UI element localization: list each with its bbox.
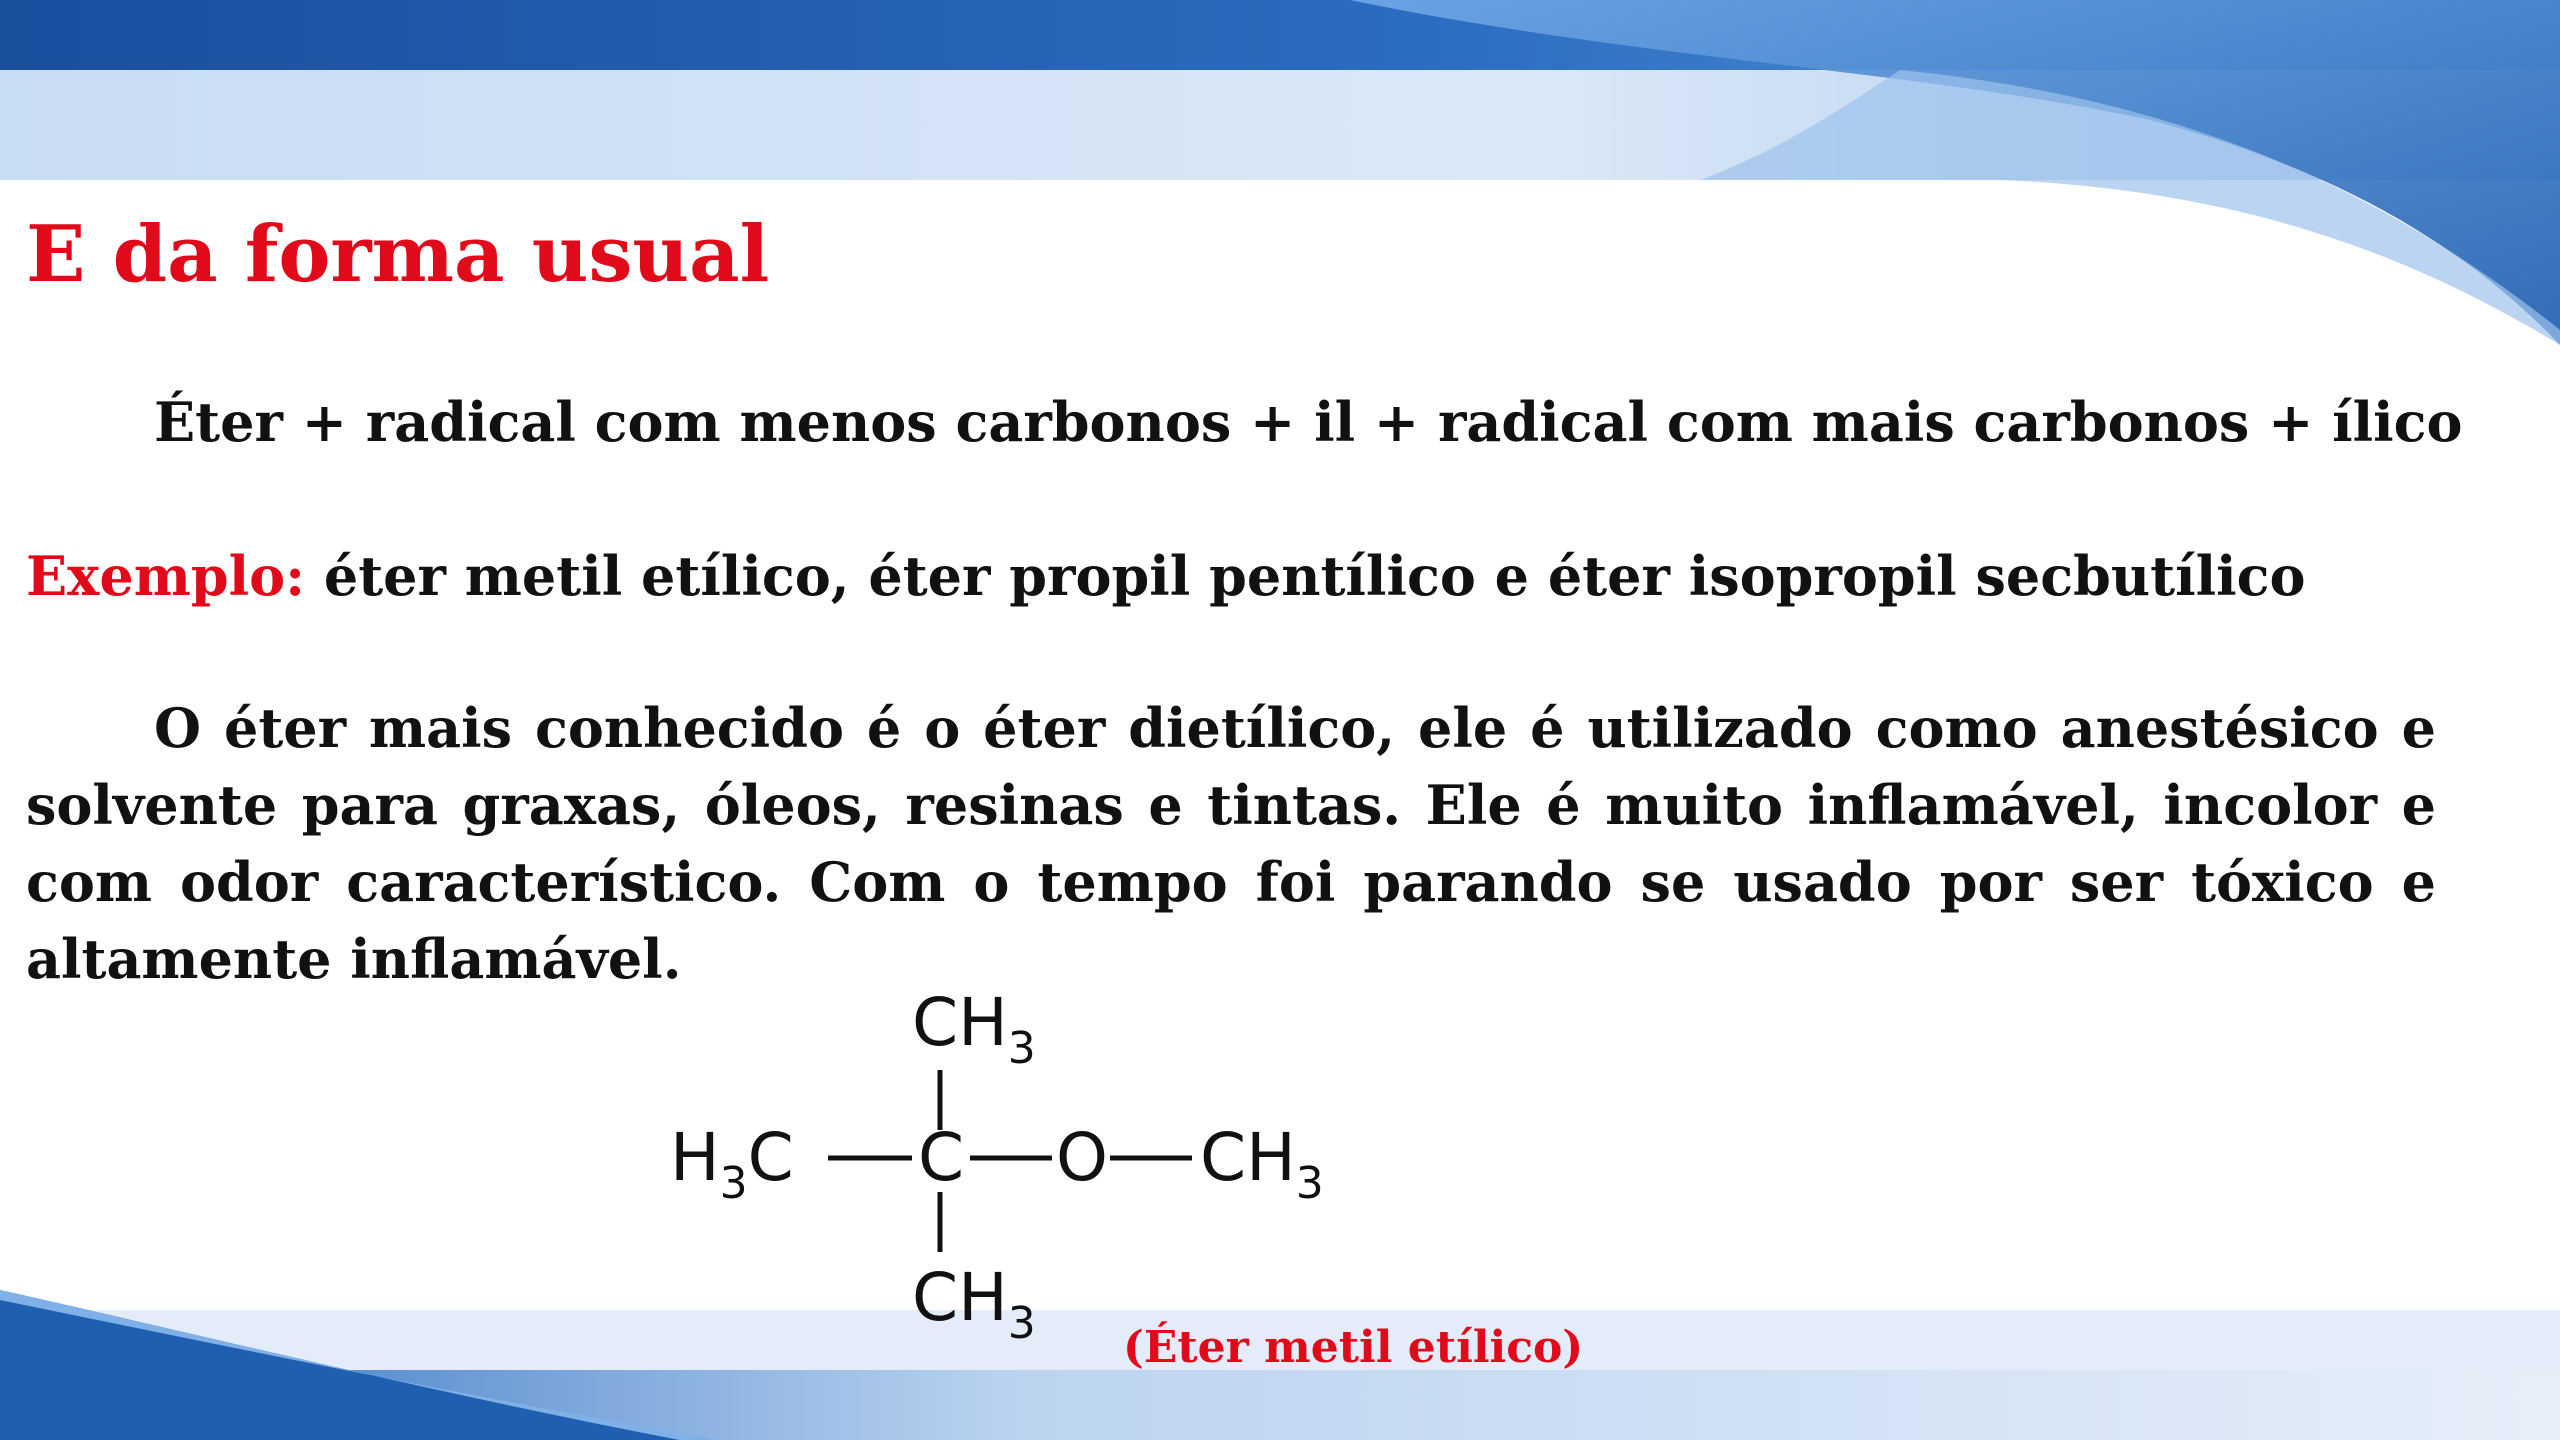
left-methyl-suffix: C — [747, 1119, 794, 1196]
example-text: éter metil etílico, éter propil pentílico e éter isopropil secbutílico — [305, 544, 2306, 608]
example-line — [26, 538, 2306, 614]
bottom-methyl — [912, 1259, 1036, 1349]
right-methyl — [1200, 1119, 1324, 1209]
left-methyl — [670, 1119, 794, 1209]
top-methyl-sub: 3 — [1007, 1023, 1036, 1074]
naming-formula: Éter + radical com menos carbonos + il + radical com mais carbonos + ílico — [154, 390, 2463, 454]
bottom-methyl-sub: 3 — [1007, 1298, 1036, 1349]
central-carbon: C — [918, 1119, 965, 1196]
molecule-caption: (Éter metil etílico) — [1123, 1322, 1584, 1373]
top-methyl-group: CH — [912, 984, 1008, 1061]
left-methyl-sub: 3 — [719, 1158, 748, 1209]
bottom-methyl-group: CH — [912, 1259, 1008, 1336]
top-methyl — [912, 984, 1036, 1074]
right-methyl-sub: 3 — [1295, 1158, 1324, 1209]
description-paragraph: O éter mais conhecido é o éter dietílico, ele é utilizado como anestésico e solvente para graxas, óleos, resinas e tintas. Ele é muito inflamável, incolor e com odor característico. Com o tempo foi parando se usado por ser tóxico e altamente inflamável. — [26, 696, 2436, 991]
left-methyl-prefix: H — [670, 1119, 720, 1196]
example-label: Exemplo: — [26, 544, 306, 608]
slide-title: E da forma usual — [26, 209, 770, 300]
oxygen-atom: O — [1056, 1119, 1108, 1196]
right-methyl-group: CH — [1200, 1119, 1296, 1196]
